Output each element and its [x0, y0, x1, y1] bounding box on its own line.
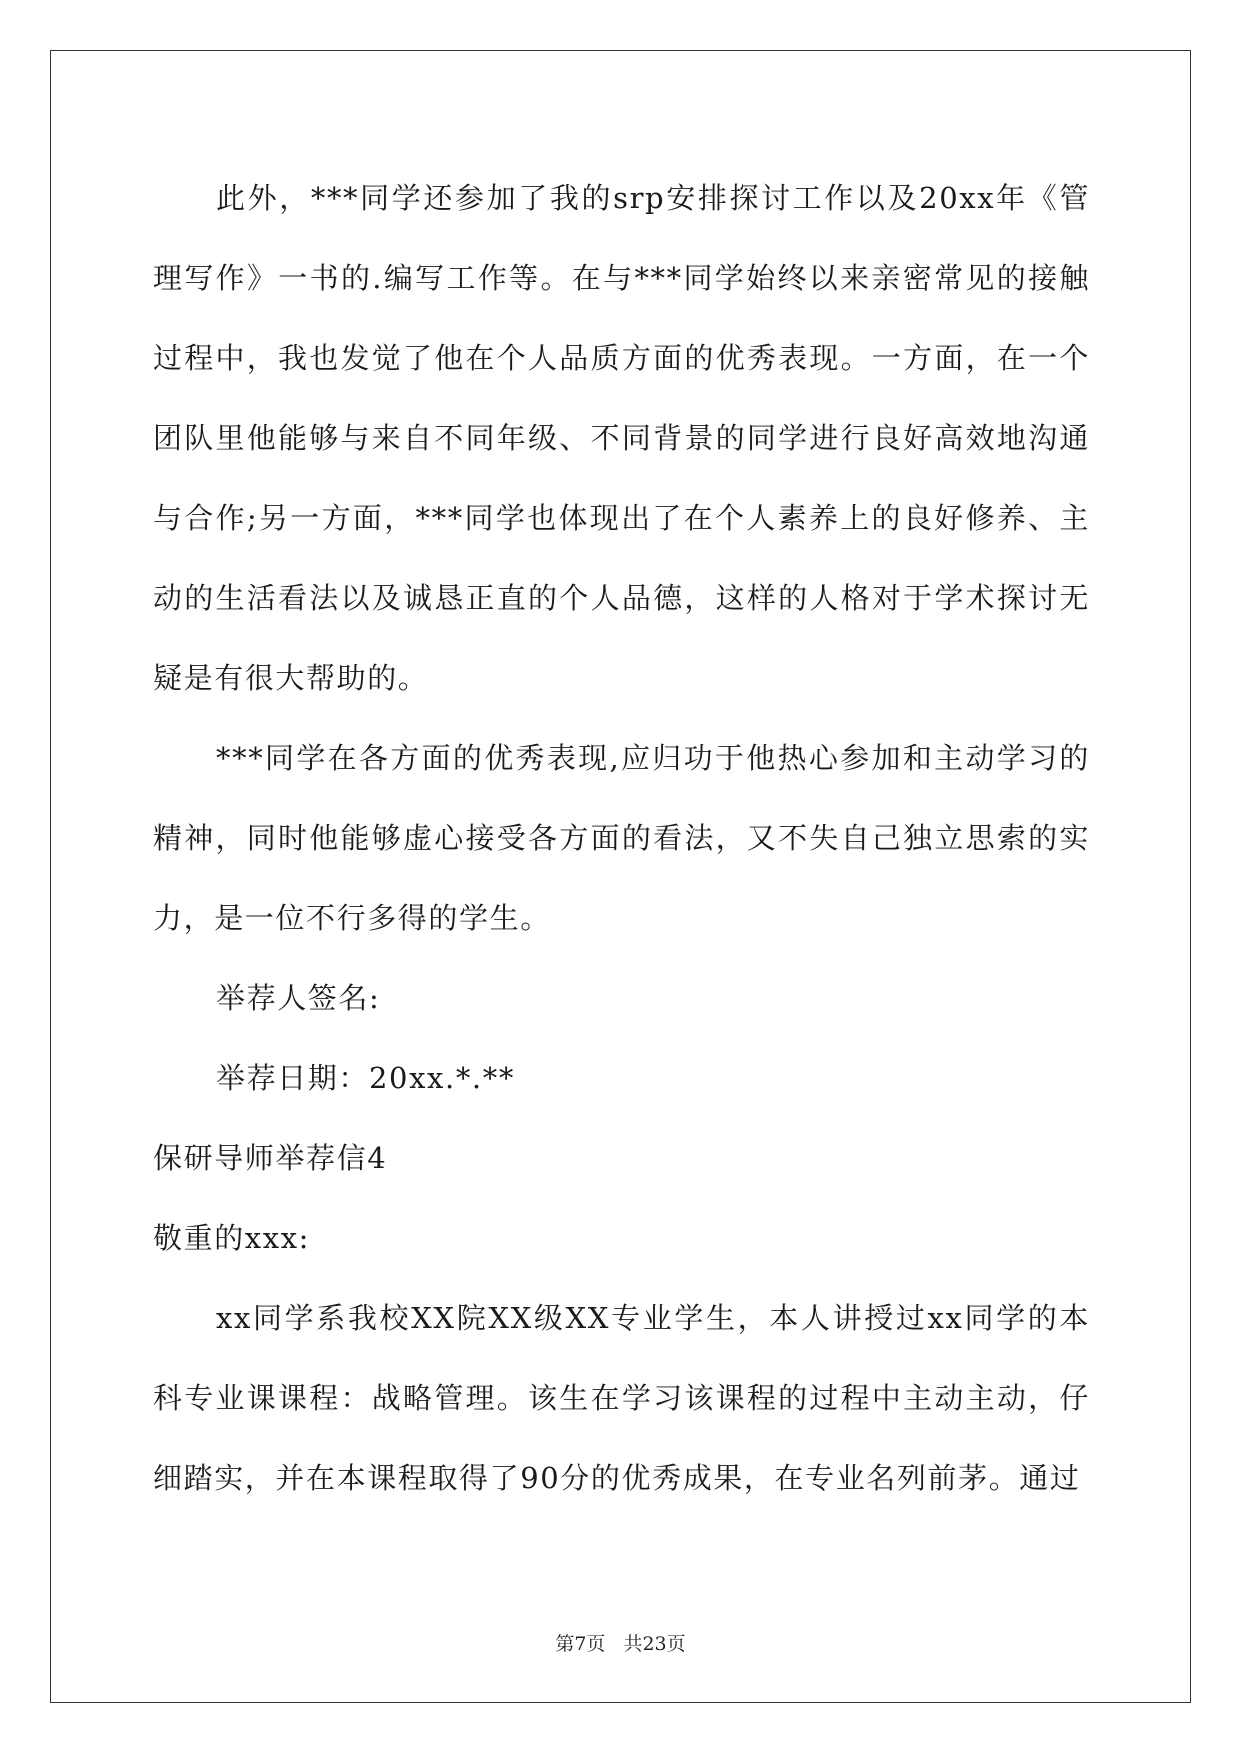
paragraph-srp-work: 此外，***同学还参加了我的srp安排探讨工作以及20xx年《管理写作》一书的.编写工作等。在与***同学始终以来亲密常见的接触过程中，我也发觉了他在个人品质方面的优秀表现。一方面，在一个团队里他能够与来自不同年级、不同背景的同学进行良好高效地沟通与合作;另一方面，***同学也体现出了在个人素养上的良好修养、主动的生活看法以及诚恳正直的个人品德，这样的人格对于学术探讨无疑是有很大帮助的。: [153, 181, 1090, 695]
page-footer: [0, 1629, 1241, 1656]
page-number: 第7页: [555, 1633, 606, 1655]
document-body: [153, 158, 1090, 1518]
paragraph-summary: ***同学在各方面的优秀表现,应归功于他热心参加和主动学习的精神，同时他能够虚心接受各方面的看法，又不失自己独立思索的实力，是一位不行多得的学生。: [153, 741, 1090, 935]
salutation: 敬重的xxx:: [153, 1221, 311, 1255]
paragraph-course-intro: xx同学系我校XX院XX级XX专业学生，本人讲授过xx同学的本科专业课课程：战略管理。该生在学习该课程的过程中主动主动，仔细踏实，并在本课程取得了90分的优秀成果，在专业名列前茅。通过: [153, 1301, 1090, 1495]
recommendation-date: 举荐日期：20xx.*.**: [216, 1061, 515, 1095]
section-title: 保研导师举荐信4: [153, 1141, 388, 1175]
page-total: 共23页: [623, 1633, 686, 1655]
signature-label: 举荐人签名:: [216, 981, 381, 1015]
